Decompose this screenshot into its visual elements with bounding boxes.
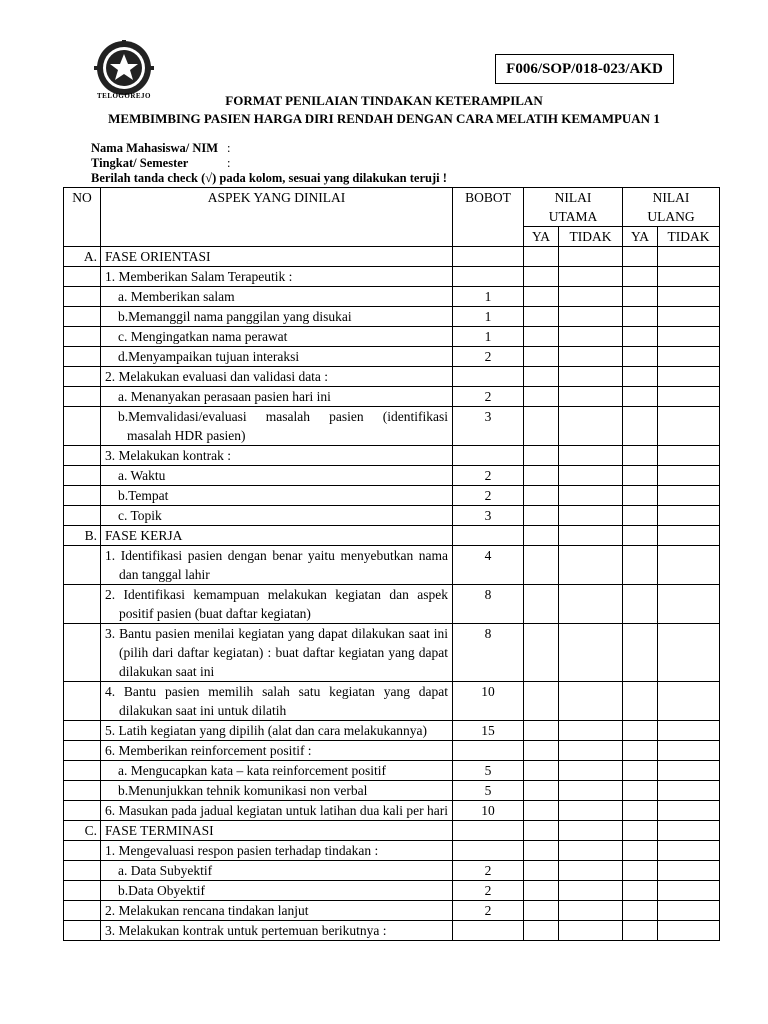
row-weight: 8 xyxy=(453,585,524,624)
row-aspect xyxy=(101,387,453,407)
row-number xyxy=(64,327,101,347)
row-aspect-text: 3. Melakukan kontrak untuk pertemuan berikutnya : xyxy=(105,923,387,938)
row-aspect xyxy=(101,486,453,506)
row-aspect xyxy=(101,881,453,901)
score-cell-main-no[interactable] xyxy=(559,682,623,721)
score-cell-main-no[interactable] xyxy=(559,506,623,526)
table-row xyxy=(64,721,720,741)
score-cell-repeat-no[interactable] xyxy=(658,801,720,821)
row-aspect-text: a. Mengucapkan kata – kata reinforcement positif xyxy=(118,763,387,778)
row-aspect-text: 1. Identifikasi pasien dengan benar yaitu menyebutkan nama dan tanggal lahir xyxy=(105,548,448,582)
table-row xyxy=(64,821,720,841)
row-aspect-text: a. Waktu xyxy=(118,468,166,483)
score-cell-main-yes[interactable] xyxy=(524,327,559,347)
row-aspect xyxy=(101,466,453,486)
score-cell-repeat-no[interactable] xyxy=(658,861,720,881)
row-weight xyxy=(453,841,524,861)
row-weight xyxy=(453,367,524,387)
score-cell-main-no[interactable] xyxy=(559,801,623,821)
row-weight: 8 xyxy=(453,624,524,682)
score-cell-repeat-yes[interactable] xyxy=(623,307,658,327)
row-aspect-text: a. Memberikan salam xyxy=(118,289,235,304)
row-aspect xyxy=(101,347,453,367)
score-cell-repeat-yes[interactable] xyxy=(623,761,658,781)
score-cell-repeat-no[interactable] xyxy=(658,267,720,287)
row-weight xyxy=(453,741,524,761)
score-cell-main-yes[interactable] xyxy=(524,921,559,941)
score-cell-main-no[interactable] xyxy=(559,821,623,841)
row-aspect xyxy=(101,367,453,387)
score-cell-repeat-yes[interactable] xyxy=(623,526,658,546)
table-row xyxy=(64,861,720,881)
score-cell-repeat-yes[interactable] xyxy=(623,546,658,585)
row-number xyxy=(64,861,101,881)
row-aspect xyxy=(101,446,453,466)
row-weight: 15 xyxy=(453,721,524,741)
row-weight: 1 xyxy=(453,307,524,327)
row-aspect-text: b.Memvalidasi/evaluasi masalah pasien (identifikasi masalah HDR pasien) xyxy=(118,409,448,443)
score-cell-main-yes[interactable] xyxy=(524,407,559,446)
score-cell-main-no[interactable] xyxy=(559,347,623,367)
score-cell-repeat-yes[interactable] xyxy=(623,901,658,921)
score-cell-repeat-no[interactable] xyxy=(658,741,720,761)
score-cell-main-no[interactable] xyxy=(559,781,623,801)
row-number xyxy=(64,761,101,781)
header-repeat-no: TIDAK xyxy=(658,227,720,247)
row-aspect-text: c. Mengingatkan nama perawat xyxy=(118,329,288,344)
row-aspect-text: 1. Mengevaluasi respon pasien terhadap tindakan : xyxy=(105,843,379,858)
score-cell-repeat-yes[interactable] xyxy=(623,247,658,267)
header-aspect: ASPEK YANG DINILAI xyxy=(101,188,453,247)
row-aspect-text: FASE TERMINASI xyxy=(105,823,214,838)
score-cell-repeat-yes[interactable] xyxy=(623,267,658,287)
score-cell-repeat-yes[interactable] xyxy=(623,486,658,506)
row-aspect-text: b.Menunjukkan tehnik komunikasi non verbal xyxy=(118,783,368,798)
score-cell-main-yes[interactable] xyxy=(524,841,559,861)
row-aspect-text: 1. Memberikan Salam Terapeutik : xyxy=(105,269,293,284)
table-row xyxy=(64,347,720,367)
score-cell-repeat-yes[interactable] xyxy=(623,466,658,486)
score-cell-main-yes[interactable] xyxy=(524,446,559,466)
score-cell-repeat-no[interactable] xyxy=(658,466,720,486)
score-cell-main-yes[interactable] xyxy=(524,347,559,367)
score-cell-repeat-no[interactable] xyxy=(658,585,720,624)
score-cell-repeat-no[interactable] xyxy=(658,327,720,347)
score-cell-main-no[interactable] xyxy=(559,624,623,682)
score-cell-repeat-yes[interactable] xyxy=(623,781,658,801)
table-row xyxy=(64,367,720,387)
level-colon: : xyxy=(227,156,231,170)
table-row xyxy=(64,407,720,446)
row-aspect-text: 6. Masukan pada jadual kegiatan untuk latihan dua kali per hari xyxy=(105,803,449,818)
row-weight xyxy=(453,267,524,287)
row-aspect-text: b.Memanggil nama panggilan yang disukai xyxy=(118,309,352,324)
score-cell-main-yes[interactable] xyxy=(524,367,559,387)
row-aspect xyxy=(101,327,453,347)
table-row xyxy=(64,446,720,466)
score-cell-main-yes[interactable] xyxy=(524,761,559,781)
score-cell-repeat-yes[interactable] xyxy=(623,861,658,881)
score-cell-main-no[interactable] xyxy=(559,861,623,881)
score-cell-repeat-no[interactable] xyxy=(658,821,720,841)
row-aspect-text: b.Data Obyektif xyxy=(118,883,205,898)
row-aspect-text: FASE KERJA xyxy=(105,528,183,543)
logo-caption: TELOGOREJO xyxy=(96,92,151,100)
score-cell-main-yes[interactable] xyxy=(524,307,559,327)
score-cell-main-no[interactable] xyxy=(559,407,623,446)
row-number xyxy=(64,267,101,287)
score-cell-main-yes[interactable] xyxy=(524,267,559,287)
row-aspect-text: FASE ORIENTASI xyxy=(105,249,211,264)
row-weight: 2 xyxy=(453,486,524,506)
score-cell-repeat-yes[interactable] xyxy=(623,624,658,682)
score-cell-main-yes[interactable] xyxy=(524,624,559,682)
row-weight: 2 xyxy=(453,861,524,881)
row-aspect xyxy=(101,407,453,446)
instruction-text: Berilah tanda check (√) pada kolom, sesuai yang dilakukan teruji ! xyxy=(91,171,447,185)
score-cell-repeat-yes[interactable] xyxy=(623,921,658,941)
row-aspect xyxy=(101,585,453,624)
score-cell-repeat-no[interactable] xyxy=(658,407,720,446)
score-cell-repeat-no[interactable] xyxy=(658,921,720,941)
row-aspect-text: 2. Identifikasi kemampuan melakukan kegiatan dan aspek positif pasien (buat daftar kegiatan) xyxy=(105,587,448,621)
row-aspect-text: 3. Melakukan kontrak : xyxy=(105,448,231,463)
score-cell-repeat-yes[interactable] xyxy=(623,407,658,446)
score-cell-repeat-yes[interactable] xyxy=(623,682,658,721)
score-cell-main-no[interactable] xyxy=(559,446,623,466)
row-weight xyxy=(453,247,524,267)
score-cell-repeat-no[interactable] xyxy=(658,367,720,387)
score-cell-repeat-yes[interactable] xyxy=(623,347,658,367)
score-cell-main-yes[interactable] xyxy=(524,881,559,901)
score-cell-main-no[interactable] xyxy=(559,585,623,624)
table-row xyxy=(64,287,720,307)
row-weight: 4 xyxy=(453,546,524,585)
score-cell-repeat-no[interactable] xyxy=(658,841,720,861)
score-cell-repeat-no[interactable] xyxy=(658,781,720,801)
student-name-label: Nama Mahasiswa/ NIM xyxy=(91,141,219,155)
row-aspect xyxy=(101,841,453,861)
score-cell-main-no[interactable] xyxy=(559,741,623,761)
score-cell-repeat-yes[interactable] xyxy=(623,721,658,741)
score-cell-main-no[interactable] xyxy=(559,287,623,307)
score-cell-main-no[interactable] xyxy=(559,327,623,347)
row-aspect-text: c. Topik xyxy=(118,508,162,523)
score-cell-repeat-no[interactable] xyxy=(658,247,720,267)
row-number xyxy=(64,446,101,466)
score-cell-repeat-yes[interactable] xyxy=(623,741,658,761)
row-aspect-text: a. Menanyakan perasaan pasien hari ini xyxy=(118,389,331,404)
score-cell-main-no[interactable] xyxy=(559,546,623,585)
score-cell-main-yes[interactable] xyxy=(524,247,559,267)
row-number xyxy=(64,407,101,446)
table-row xyxy=(64,526,720,546)
row-aspect-text: a. Data Subyektif xyxy=(118,863,213,878)
row-number: A. xyxy=(64,247,101,267)
row-number xyxy=(64,901,101,921)
row-aspect xyxy=(101,801,453,821)
score-cell-repeat-no[interactable] xyxy=(658,546,720,585)
row-aspect xyxy=(101,506,453,526)
row-aspect xyxy=(101,721,453,741)
row-weight xyxy=(453,526,524,546)
table-row xyxy=(64,881,720,901)
score-cell-main-no[interactable] xyxy=(559,307,623,327)
table-row xyxy=(64,624,720,682)
row-weight: 2 xyxy=(453,881,524,901)
row-number xyxy=(64,387,101,407)
row-aspect xyxy=(101,267,453,287)
table-row xyxy=(64,841,720,861)
row-aspect-text: 5. Latih kegiatan yang dipilih (alat dan cara melakukannya) xyxy=(105,723,427,738)
row-aspect xyxy=(101,781,453,801)
score-cell-repeat-no[interactable] xyxy=(658,682,720,721)
score-cell-main-yes[interactable] xyxy=(524,585,559,624)
table-row xyxy=(64,307,720,327)
table-row xyxy=(64,247,720,267)
row-number xyxy=(64,287,101,307)
score-cell-repeat-no[interactable] xyxy=(658,446,720,466)
row-weight: 3 xyxy=(453,407,524,446)
score-cell-main-no[interactable] xyxy=(559,247,623,267)
score-cell-main-yes[interactable] xyxy=(524,287,559,307)
table-row xyxy=(64,921,720,941)
score-cell-repeat-no[interactable] xyxy=(658,307,720,327)
score-cell-repeat-no[interactable] xyxy=(658,526,720,546)
row-aspect xyxy=(101,307,453,327)
score-cell-repeat-no[interactable] xyxy=(658,901,720,921)
score-cell-main-yes[interactable] xyxy=(524,821,559,841)
row-aspect-text: d.Menyampaikan tujuan interaksi xyxy=(118,349,300,364)
row-number xyxy=(64,466,101,486)
student-name-colon: : xyxy=(227,141,231,155)
score-cell-main-no[interactable] xyxy=(559,526,623,546)
row-number xyxy=(64,585,101,624)
row-aspect xyxy=(101,901,453,921)
row-weight: 5 xyxy=(453,781,524,801)
score-cell-main-no[interactable] xyxy=(559,486,623,506)
table-row xyxy=(64,761,720,781)
row-number xyxy=(64,721,101,741)
score-cell-main-no[interactable] xyxy=(559,387,623,407)
score-cell-repeat-yes[interactable] xyxy=(623,506,658,526)
score-cell-repeat-no[interactable] xyxy=(658,624,720,682)
row-aspect xyxy=(101,247,453,267)
header-main-yes: YA xyxy=(524,227,559,247)
header-no: NO xyxy=(64,188,101,247)
row-aspect xyxy=(101,682,453,721)
score-cell-repeat-no[interactable] xyxy=(658,881,720,901)
score-cell-main-no[interactable] xyxy=(559,466,623,486)
row-aspect xyxy=(101,741,453,761)
score-cell-main-no[interactable] xyxy=(559,367,623,387)
row-aspect xyxy=(101,921,453,941)
score-cell-main-no[interactable] xyxy=(559,841,623,861)
score-cell-main-yes[interactable] xyxy=(524,682,559,721)
score-cell-main-no[interactable] xyxy=(559,901,623,921)
score-cell-main-yes[interactable] xyxy=(524,861,559,881)
table-row xyxy=(64,506,720,526)
form-subtitle: MEMBIMBING PASIEN HARGA DIRI RENDAH DENGAN CARA MELATIH KEMAMPUAN 1 xyxy=(108,111,660,126)
row-weight xyxy=(453,921,524,941)
score-cell-repeat-no[interactable] xyxy=(658,486,720,506)
score-cell-main-yes[interactable] xyxy=(524,506,559,526)
score-cell-main-yes[interactable] xyxy=(524,901,559,921)
header-repeat-yes: YA xyxy=(623,227,658,247)
row-number xyxy=(64,367,101,387)
header-main-no: TIDAK xyxy=(559,227,623,247)
table-row xyxy=(64,387,720,407)
table-row xyxy=(64,267,720,287)
row-number xyxy=(64,921,101,941)
score-cell-main-yes[interactable] xyxy=(524,721,559,741)
row-number xyxy=(64,841,101,861)
score-cell-repeat-no[interactable] xyxy=(658,506,720,526)
row-weight xyxy=(453,821,524,841)
score-cell-repeat-yes[interactable] xyxy=(623,821,658,841)
score-cell-repeat-no[interactable] xyxy=(658,287,720,307)
row-aspect xyxy=(101,526,453,546)
score-cell-repeat-no[interactable] xyxy=(658,387,720,407)
header-row xyxy=(64,188,720,227)
row-number xyxy=(64,506,101,526)
row-aspect xyxy=(101,546,453,585)
assessment-table xyxy=(63,187,720,941)
score-cell-main-yes[interactable] xyxy=(524,801,559,821)
table-row xyxy=(64,901,720,921)
row-number: B. xyxy=(64,526,101,546)
level-label: Tingkat/ Semester xyxy=(91,156,189,170)
row-weight xyxy=(453,446,524,466)
student-name-row xyxy=(91,141,230,156)
row-number xyxy=(64,307,101,327)
score-cell-repeat-yes[interactable] xyxy=(623,841,658,861)
score-cell-main-yes[interactable] xyxy=(524,486,559,506)
row-number xyxy=(64,486,101,506)
score-cell-main-yes[interactable] xyxy=(524,741,559,761)
document-code: F006/SOP/018-023/AKD xyxy=(495,54,674,84)
score-cell-repeat-yes[interactable] xyxy=(623,881,658,901)
score-cell-main-yes[interactable] xyxy=(524,781,559,801)
row-aspect-text: 2. Melakukan rencana tindakan lanjut xyxy=(105,903,309,918)
row-aspect-text: b.Tempat xyxy=(118,488,169,503)
score-cell-repeat-yes[interactable] xyxy=(623,367,658,387)
table-row xyxy=(64,466,720,486)
row-number: C. xyxy=(64,821,101,841)
score-cell-main-yes[interactable] xyxy=(524,546,559,585)
row-aspect xyxy=(101,624,453,682)
score-cell-main-yes[interactable] xyxy=(524,387,559,407)
score-cell-main-no[interactable] xyxy=(559,761,623,781)
row-number xyxy=(64,881,101,901)
score-cell-repeat-yes[interactable] xyxy=(623,387,658,407)
row-number xyxy=(64,801,101,821)
row-weight: 1 xyxy=(453,327,524,347)
row-number xyxy=(64,781,101,801)
row-number xyxy=(64,546,101,585)
row-aspect-text: 4. Bantu pasien memilih salah satu kegiatan yang dapat dilakukan saat ini untuk dilatih xyxy=(105,684,448,718)
row-aspect xyxy=(101,861,453,881)
row-weight: 5 xyxy=(453,761,524,781)
score-cell-repeat-yes[interactable] xyxy=(623,801,658,821)
header-main-score: NILAI UTAMA xyxy=(524,188,623,227)
level-row xyxy=(91,156,230,171)
row-aspect xyxy=(101,287,453,307)
score-cell-repeat-yes[interactable] xyxy=(623,446,658,466)
row-weight: 10 xyxy=(453,801,524,821)
score-cell-repeat-no[interactable] xyxy=(658,761,720,781)
score-cell-main-yes[interactable] xyxy=(524,526,559,546)
row-weight: 1 xyxy=(453,287,524,307)
form-title: FORMAT PENILAIAN TINDAKAN KETERAMPILAN xyxy=(225,93,543,108)
row-weight: 2 xyxy=(453,347,524,367)
score-cell-main-no[interactable] xyxy=(559,267,623,287)
score-cell-main-yes[interactable] xyxy=(524,466,559,486)
table-row xyxy=(64,801,720,821)
header-repeat-score: NILAI ULANG xyxy=(623,188,720,227)
score-cell-repeat-yes[interactable] xyxy=(623,287,658,307)
score-cell-main-no[interactable] xyxy=(559,881,623,901)
score-cell-repeat-yes[interactable] xyxy=(623,585,658,624)
row-weight: 10 xyxy=(453,682,524,721)
score-cell-main-no[interactable] xyxy=(559,921,623,941)
row-aspect-text: 6. Memberikan reinforcement positif : xyxy=(105,743,312,758)
row-weight: 2 xyxy=(453,901,524,921)
row-number xyxy=(64,624,101,682)
table-row xyxy=(64,486,720,506)
table-row xyxy=(64,546,720,585)
score-cell-main-no[interactable] xyxy=(559,721,623,741)
row-number xyxy=(64,741,101,761)
score-cell-repeat-yes[interactable] xyxy=(623,327,658,347)
row-number xyxy=(64,682,101,721)
table-row xyxy=(64,781,720,801)
table-row xyxy=(64,682,720,721)
table-row xyxy=(64,741,720,761)
row-aspect xyxy=(101,821,453,841)
table-row xyxy=(64,585,720,624)
row-aspect-text: 2. Melakukan evaluasi dan validasi data : xyxy=(105,369,329,384)
table-row xyxy=(64,327,720,347)
score-cell-repeat-no[interactable] xyxy=(658,721,720,741)
row-number xyxy=(64,347,101,367)
row-aspect-text: 3. Bantu pasien menilai kegiatan yang dapat dilakukan saat ini (pilih dari daftar kegiatan) : buat daftar kegiatan yang dapat dilakukan saat ini xyxy=(105,626,448,679)
row-weight: 2 xyxy=(453,466,524,486)
row-weight: 2 xyxy=(453,387,524,407)
row-aspect xyxy=(101,761,453,781)
row-weight: 3 xyxy=(453,506,524,526)
score-cell-repeat-no[interactable] xyxy=(658,347,720,367)
header-weight: BOBOT xyxy=(453,188,524,247)
